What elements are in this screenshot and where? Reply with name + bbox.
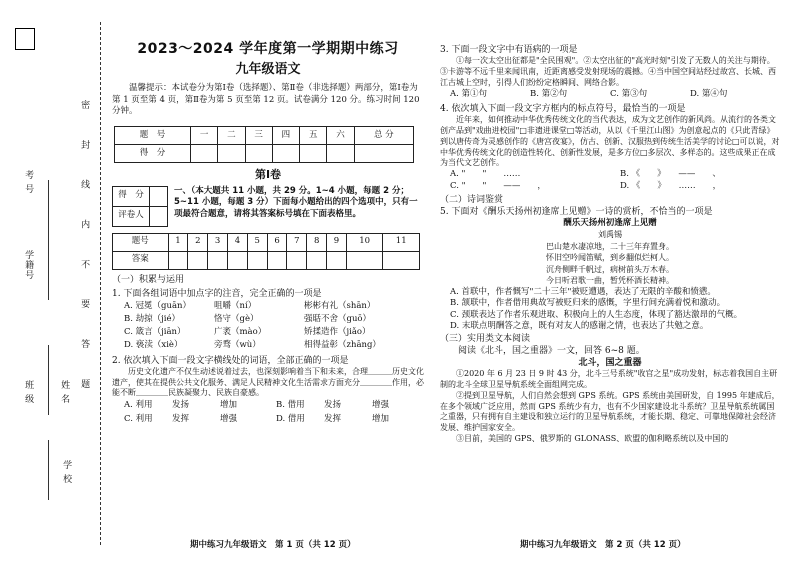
- q5-option: A. 首联中，作者慨写"二十三年"被贬遭遇，表达了无限的辛酸和愤懑。: [450, 286, 716, 297]
- q2-stem: 2. 依次填入下面一段文字横线处的词语，全部正确的一项是: [112, 355, 349, 366]
- q1-option: 相得益彰（zhāng）: [304, 340, 381, 351]
- score-cell[interactable]: [300, 144, 327, 162]
- q1-option: D. 亵渎（xiè）: [124, 340, 183, 351]
- score-cell[interactable]: [354, 144, 413, 162]
- q1-option: 咀嚼（ní）: [214, 300, 257, 311]
- q2-option: C. 利用: [124, 413, 153, 424]
- binding-mark: [15, 28, 35, 50]
- notice-text: 温馨提示：本试卷分为第Ⅰ卷（选择题）、第Ⅱ卷（非选择题）两部分，第Ⅰ卷为第 1 页至第 4 页，第Ⅱ卷为第 5 页至第 12 页。试卷满分 120 分。练习时间 120 分钟。: [112, 83, 420, 117]
- poem-line: 今日听君歌一曲，暂凭杯酒长精神。: [546, 276, 674, 286]
- score-table: [114, 126, 414, 163]
- answer-number: 1: [168, 233, 188, 251]
- class-label: 班 级: [23, 380, 34, 404]
- q5-options: [450, 287, 780, 333]
- q2-option: 发挥: [172, 413, 190, 424]
- exam-subtitle: 九年级语文: [235, 61, 301, 77]
- q2-option: 发扬: [324, 400, 342, 411]
- answer-number: 10: [346, 233, 383, 251]
- article-paragraph: ①2020 年 6 月 23 日 9 时 43 分，北斗三号系统"收官之星"成功发射，标志着我国自主研制的北斗全球卫星导航系统全面组网完成。: [440, 369, 778, 390]
- page-2: [440, 44, 780, 445]
- q1-option: C. 箴言（jiān）: [124, 327, 186, 338]
- q2-option: D. 借用: [276, 413, 305, 424]
- answer-cell[interactable]: [346, 251, 383, 269]
- score-header: 一: [191, 126, 218, 144]
- answer-number: 8: [307, 233, 327, 251]
- q4-option: A. " " ……: [450, 169, 521, 180]
- score-header: 总 分: [354, 126, 413, 144]
- binding-margin: [0, 0, 115, 563]
- score-cell[interactable]: [272, 144, 299, 162]
- part1-instruction: 一、（本大题共 11 小题，共 29 分。1~4 小题，每题 2 分；5~11 小题，每题 3 分）下面每小题给出的四个选项中，只有一项最符合题意，请将其答案标号填在下面表格里。: [174, 185, 418, 219]
- q3-option: A. 第①句: [450, 88, 488, 99]
- section3-heading: （三）实用类文本阅读: [440, 333, 531, 344]
- q1-option: B. 劫掠（jié）: [124, 314, 181, 325]
- class-field[interactable]: [48, 440, 49, 500]
- answer-number: 9: [327, 233, 347, 251]
- seal-notice: 密 封 线 内 不 要 答 题: [79, 100, 90, 403]
- number-label: 学籍号: [23, 250, 34, 280]
- article-paragraph: ③目前，美国的 GPS、俄罗斯的 GLONASS、欧盟的伽利略系统以及中国的: [440, 434, 729, 444]
- q2-option: 发扬: [172, 400, 190, 411]
- answer-number: 11: [383, 233, 420, 251]
- page-footer-left: 期中练习九年级语文 第 1 页（共 12 页）: [190, 539, 356, 550]
- q2-options: [124, 399, 424, 426]
- q3-option: D. 第④句: [690, 88, 728, 99]
- q2-option: 增加: [220, 400, 238, 411]
- article-paragraph: ②提到卫星导航，人们自然会想到 GPS 系统。GPS 系统由美国研发，自 1995 年建成后，在多个领域广泛应用，然而 GPS 系统少有力，也有不少国家建设北斗系统？卫星导航系统属国之重器，只有拥有自主建设和独立运行的卫星导航系统，才能长期、稳定、可靠地保障社会经济发展、维护国家安全。: [440, 390, 780, 433]
- answer-cell[interactable]: [383, 251, 420, 269]
- score-header: 六: [327, 126, 354, 144]
- q1-option: A. 冠冕（guān）: [124, 300, 192, 311]
- q1-option: 矫揉造作（jiǎo）: [304, 327, 371, 338]
- answer-row-label: 答案: [113, 251, 169, 269]
- name-field[interactable]: [48, 345, 49, 415]
- answer-table: [112, 233, 420, 270]
- section3-intro: 阅读《北斗，国之重器》一文，回答 6~8 题。: [440, 346, 645, 356]
- answer-cell[interactable]: [208, 251, 228, 269]
- score-header: 四: [272, 126, 299, 144]
- q2-option: 发挥: [324, 413, 342, 424]
- page-1: [112, 40, 424, 426]
- grader-label: 评卷人: [113, 206, 150, 226]
- grader-table: [112, 186, 168, 227]
- grader-score-label: 得 分: [113, 186, 150, 206]
- grader-score-cell[interactable]: [150, 186, 168, 206]
- answer-number: 2: [188, 233, 208, 251]
- poem-author: 刘禹锡: [598, 229, 622, 239]
- score-cell[interactable]: [191, 144, 218, 162]
- q2-option: B. 借用: [276, 400, 305, 411]
- q3-option: C. 第③句: [610, 88, 648, 99]
- score-cell[interactable]: [245, 144, 272, 162]
- q4-stem: 4. 依次填入下面一段文字方框内的标点符号，最恰当的一项是: [440, 104, 686, 114]
- q1-option: 广袤（mào）: [214, 327, 267, 338]
- q2-option: A. 利用: [124, 400, 153, 411]
- poem-body: [440, 241, 780, 287]
- q1-options: [124, 300, 424, 353]
- seat-field[interactable]: [48, 180, 49, 300]
- q5-option: C. 颈联表达了作者乐观进取、积极向上的人生态度，体现了豁达激昂的气概。: [450, 309, 743, 320]
- q4-option: D. 《 》 …… ，: [620, 180, 722, 191]
- q1-option: 旁骛（wù）: [214, 340, 261, 351]
- q2-option: 增加: [372, 413, 390, 424]
- q2-passage: 历史文化遗产不仅生动述说着过去，也深刻影响着当下和未来，合理＿＿＿历史文化遗产，使其在提供公共文化服务、满足人民精神文化生活需求方面充分＿＿＿＿作用，必能不断＿＿＿＿民族凝聚力、民族自豪感。: [112, 366, 424, 398]
- poem-line: 巴山楚水凄凉地，二十三年弃置身。: [546, 241, 674, 251]
- article-title: 北斗，国之重器: [578, 358, 642, 369]
- q1-stem: 1. 下面各组词语中加点字的注音，完全正确的一项是: [112, 288, 322, 299]
- answer-number: 3: [208, 233, 228, 251]
- part1-title: 第Ⅰ卷: [254, 167, 282, 181]
- seal-line: [100, 22, 101, 545]
- q3-option: B. 第②句: [530, 88, 568, 99]
- score-cell[interactable]: [218, 144, 245, 162]
- q5-stem: 5. 下面对《酬乐天扬州初逢席上见赠》一诗的赏析，不恰当的一项是: [440, 207, 713, 218]
- q4-passage: 近年来，如何推动中华优秀传统文化的当代表达，成为文艺创作的新风尚。从流行的各类文创产品到"戏曲进校园"□非遗进课堂□等活动，从以《千里江山图》为创意起点的《只此青绿》到以唐传奇为灵感创作的《唐宫夜宴》，仿古、创新、汉服热到传统生活美学的讨论□可以说，对中华优秀传统文化的创造性转化、创新性发展，是多方位□多层次、多样态的。这些成果正在成为当代文艺创作。: [440, 115, 780, 168]
- poem-line: 沉舟侧畔千帆过，病树前头万木春。: [546, 264, 674, 274]
- part1-block: [112, 186, 424, 227]
- q1-option: 恪守（gè）: [214, 314, 259, 325]
- name-label: 姓 名: [59, 380, 70, 404]
- q2-option: 增强: [372, 400, 390, 411]
- q2-option: 增强: [220, 413, 238, 424]
- article-body: [440, 369, 780, 445]
- q5-option: D. 末联点明酬答之意，既有对友人的感谢之情，也表达了共勉之意。: [450, 321, 709, 332]
- school-label: 学 校: [61, 460, 72, 484]
- q4-options: [450, 169, 780, 192]
- answer-number: 5: [247, 233, 267, 251]
- answer-cell[interactable]: [228, 251, 248, 269]
- answer-row-label: 题号: [113, 233, 169, 251]
- score-cell[interactable]: [327, 144, 354, 162]
- answer-cell[interactable]: [267, 251, 287, 269]
- section2-heading: （二）诗词鉴赏: [440, 195, 504, 206]
- seat-label: 考 号: [23, 170, 34, 194]
- poem-line: 怀旧空吟闻笛赋，到乡翻似烂柯人。: [546, 253, 674, 263]
- answer-cell[interactable]: [287, 251, 307, 269]
- page-footer-right: 期中练习九年级语文 第 2 页（共 12 页）: [520, 539, 686, 550]
- score-header: 题 号: [115, 126, 191, 144]
- q4-option: C. " " —— ，: [450, 180, 546, 191]
- q1-option: 强聒不舍（guō）: [304, 314, 372, 325]
- answer-cell[interactable]: [188, 251, 208, 269]
- score-header: 二: [218, 126, 245, 144]
- exam-title: 2023～2024 学年度第一学期期中练习: [137, 41, 399, 57]
- q1-option: 彬彬有礼（shān）: [304, 300, 376, 311]
- q5-option: B. 颔联中，作者借用典故写被贬归来的感慨，字里行间充满着悦和激动。: [450, 298, 726, 309]
- q4-option: B. 《 》 —— 、: [620, 169, 721, 180]
- section1-heading: （一）积累与运用: [112, 274, 185, 285]
- poem-title: 酬乐天扬州初逢席上见赠: [563, 218, 657, 229]
- answer-cell[interactable]: [247, 251, 267, 269]
- grader-cell[interactable]: [150, 206, 168, 226]
- q3-stem: 3. 下面一段文字中有语病的一项是: [440, 45, 578, 55]
- answer-cell[interactable]: [307, 251, 327, 269]
- q3-passage: ①每一次太空出征都是"全民围观"。②太空出征的"高光时刻"引发了无数人的关注与期待。③卡游等不远千里来闻讯南，近距离感受发射现场的震撼。④当中国空间站经过故宫、长城、西江古城上空时，引得人们纷纷定格瞬间、网络合影。: [440, 56, 776, 87]
- score-header: 三: [245, 126, 272, 144]
- answer-number: 4: [228, 233, 248, 251]
- answer-number: 6: [267, 233, 287, 251]
- answer-number: 7: [287, 233, 307, 251]
- q3-options: [450, 89, 780, 100]
- score-header: 五: [300, 126, 327, 144]
- score-row-label: 得 分: [115, 144, 191, 162]
- answer-cell[interactable]: [168, 251, 188, 269]
- answer-cell[interactable]: [327, 251, 347, 269]
